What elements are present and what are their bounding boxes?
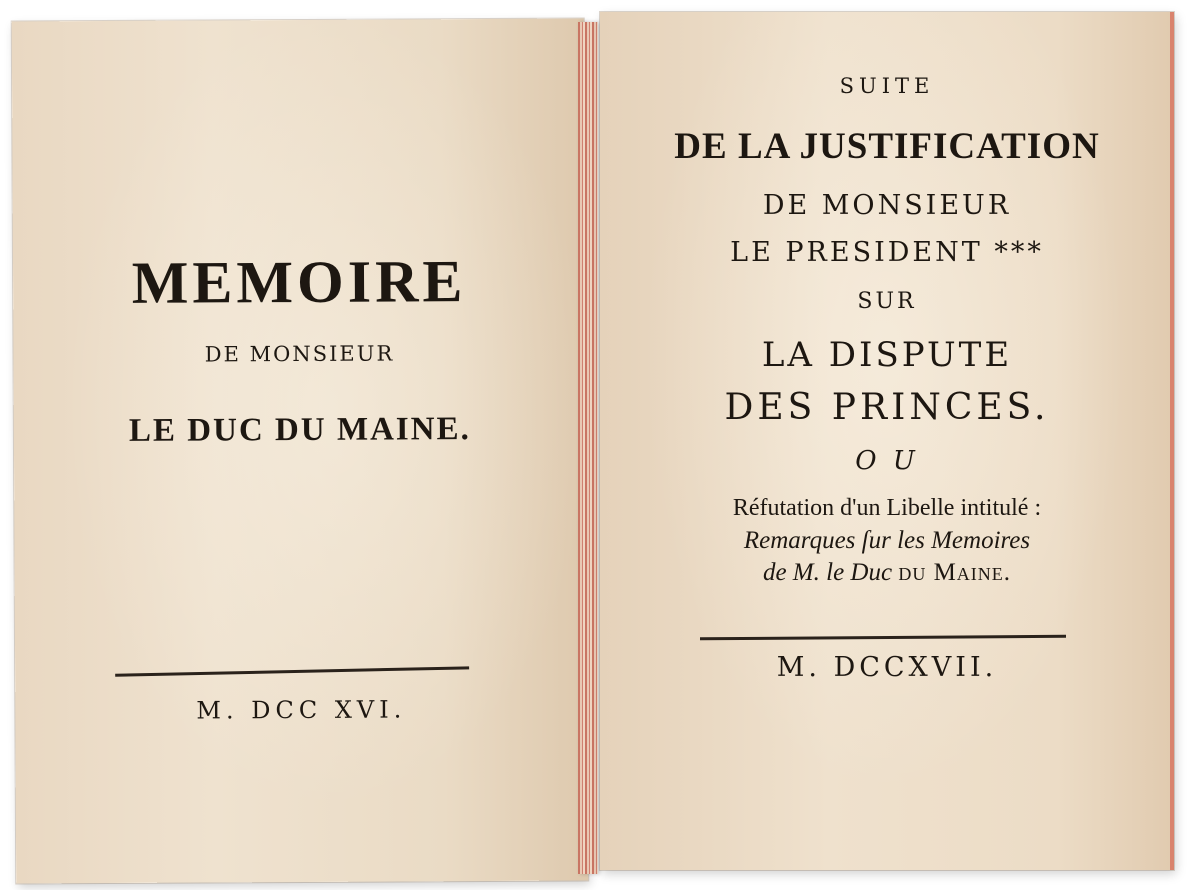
right-line-dispute: LA DISPUTE xyxy=(761,335,1013,375)
bleed-through-text xyxy=(182,161,195,207)
right-line-monsieur: DE MONSIEUR xyxy=(762,190,1012,221)
right-line-princes: DES PRINCES. xyxy=(724,387,1050,428)
right-line-justification: DE LA JUSTIFICATION xyxy=(674,126,1100,167)
left-book-page-edges xyxy=(578,22,598,874)
right-line-sur: SUR xyxy=(857,289,917,314)
right-line-ou: O U xyxy=(855,446,919,476)
left-title: MEMOIRE xyxy=(131,248,467,316)
left-subtitle-line: DE MONSIEUR xyxy=(204,341,395,367)
left-book-title-page xyxy=(12,19,589,884)
right-rule-divider xyxy=(700,635,1066,641)
left-name-line: LE DUC DU MAINE. xyxy=(128,411,471,449)
right-line-duc-du-maine xyxy=(600,559,1174,587)
right-line-refutation: Réfutation d'un Libelle intitulé : xyxy=(732,495,1042,521)
right-line-president: LE PRESIDENT *** xyxy=(730,237,1044,268)
right-book-title-page xyxy=(600,12,1174,870)
right-line-remarques: Remarques ſur les Memoires xyxy=(743,527,1031,554)
left-year: M. DCC XVI. xyxy=(196,695,407,725)
right-year: M. DCCXVII. xyxy=(776,652,998,683)
right-line-duc-italic: de M. le Duc xyxy=(762,559,893,586)
left-rule-divider xyxy=(115,666,469,676)
right-line-suite: SUITE xyxy=(839,74,935,98)
right-line-maine-smallcaps: du Maine. xyxy=(898,559,1012,586)
